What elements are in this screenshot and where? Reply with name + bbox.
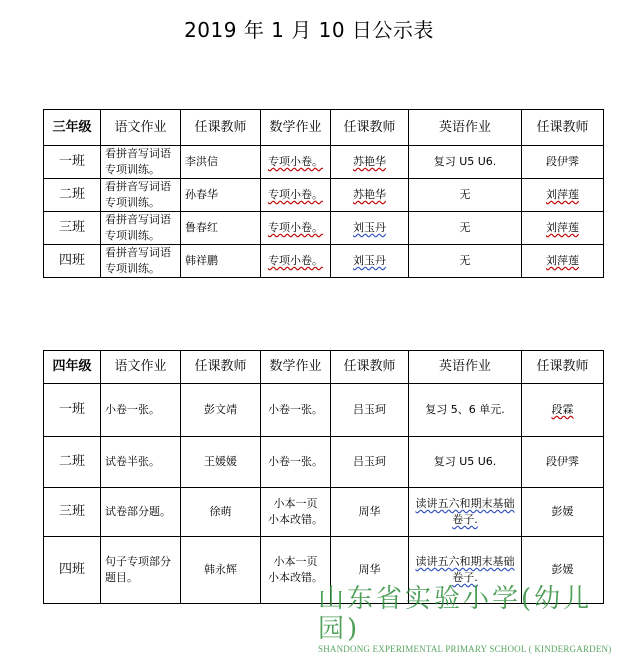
english-homework: 无 [409,179,522,212]
chinese-teacher: 王媛媛 [181,437,261,488]
table-header-row [44,351,604,384]
english-homework: 复习 5、6 单元. [409,384,522,437]
english-teacher-text: 刘萍莲 [546,254,579,267]
watermark-school-name: 山东省实验小学(幼儿园) [318,584,593,644]
math-teacher-text: 刘玉丹 [353,254,386,267]
class-name: 一班 [44,146,101,179]
chinese-homework: 看拼音写词语专项训练。 [101,179,181,212]
math-homework: 小本一页 小本改错。 [261,488,331,537]
table-row [44,245,604,278]
chinese-teacher: 韩祥鹏 [181,245,261,278]
class-name: 四班 [44,537,101,604]
grade4-table [43,350,604,604]
math-teacher: 吕玉珂 [331,437,409,488]
english-homework [409,488,522,537]
class-name: 三班 [44,212,101,245]
table-row [44,146,604,179]
english-teacher-text: 刘萍莲 [546,221,579,234]
table-row [44,384,604,437]
chinese-teacher: 徐萌 [181,488,261,537]
table-row [44,179,604,212]
english-teacher-text: 段霖 [551,403,574,416]
chinese-teacher: 韩永辉 [181,537,261,604]
chinese-teacher: 鲁春红 [181,212,261,245]
header-english: 英语作业 [409,351,522,384]
math-homework-text: 专项小卷。 [268,221,323,234]
math-teacher [331,245,409,278]
header-teacher: 任课教师 [331,351,409,384]
math-teacher-text: 刘玉丹 [353,221,386,234]
chinese-homework: 试卷部分题。 [101,488,181,537]
header-teacher: 任课教师 [181,110,261,146]
math-homework: 小本一页 小本改错。 [261,537,331,604]
math-homework-text: 专项小卷。 [268,155,323,168]
header-math: 数学作业 [261,110,331,146]
math-teacher-text: 苏艳华 [353,155,386,168]
math-homework: 小卷一张。 [261,437,331,488]
header-chinese: 语文作业 [101,110,181,146]
english-teacher-text: 刘萍莲 [546,188,579,201]
table-row [44,488,604,537]
header-teacher: 任课教师 [522,110,604,146]
math-homework [261,245,331,278]
math-teacher [331,179,409,212]
chinese-teacher: 孙春华 [181,179,261,212]
math-homework-text: 专项小卷。 [268,254,323,267]
table-row [44,212,604,245]
watermark-school-name-en: SHANDONG EXPERIMENTAL PRIMARY SCHOOL ( KINDERGARDEN) [318,644,612,654]
english-teacher: 彭媛 [522,537,604,604]
english-homework: 复习 U5 U6. [409,146,522,179]
chinese-homework: 句子专项部分题目。 [101,537,181,604]
english-homework: 无 [409,245,522,278]
chinese-homework: 看拼音写词语专项训练。 [101,245,181,278]
class-name: 三班 [44,488,101,537]
chinese-homework: 看拼音写词语专项训练。 [101,212,181,245]
chinese-homework: 试卷半张。 [101,437,181,488]
chinese-teacher: 李洪信 [181,146,261,179]
english-homework: 复习 U5 U6. [409,437,522,488]
math-homework: 小卷一张。 [261,384,331,437]
table-header-row [44,110,604,146]
header-teacher: 任课教师 [181,351,261,384]
class-name: 一班 [44,384,101,437]
english-teacher [522,212,604,245]
table-row [44,437,604,488]
chinese-homework: 小卷一张。 [101,384,181,437]
english-teacher: 彭媛 [522,488,604,537]
math-teacher: 周华 [331,488,409,537]
math-homework [261,212,331,245]
header-chinese: 语文作业 [101,351,181,384]
grade3-table [43,109,604,278]
class-name: 四班 [44,245,101,278]
math-teacher: 周华 [331,537,409,604]
header-teacher: 任课教师 [331,110,409,146]
math-teacher-text: 苏艳华 [353,188,386,201]
page-title: 2019 年 1 月 10 日公示表 [184,18,434,42]
class-name: 二班 [44,437,101,488]
math-homework [261,179,331,212]
math-teacher: 吕玉珂 [331,384,409,437]
class-name: 二班 [44,179,101,212]
school-watermark [318,584,618,654]
math-teacher [331,146,409,179]
header-math: 数学作业 [261,351,331,384]
english-teacher [522,384,604,437]
english-teacher [522,245,604,278]
grade-label: 四年级 [44,351,101,384]
chinese-homework: 看拼音写词语专项训练。 [101,146,181,179]
math-homework-text: 专项小卷。 [268,188,323,201]
english-homework-text: 读讲五六和期末基础卷子. [415,555,515,584]
header-teacher: 任课教师 [522,351,604,384]
math-homework [261,146,331,179]
header-english: 英语作业 [409,110,522,146]
chinese-teacher: 彭文靖 [181,384,261,437]
english-teacher: 段伊霁 [522,146,604,179]
english-homework: 无 [409,212,522,245]
english-teacher: 段伊霁 [522,437,604,488]
english-teacher [522,179,604,212]
english-homework-text: 读讲五六和期末基础卷子. [415,497,515,526]
grade-label: 三年级 [44,110,101,146]
math-teacher [331,212,409,245]
